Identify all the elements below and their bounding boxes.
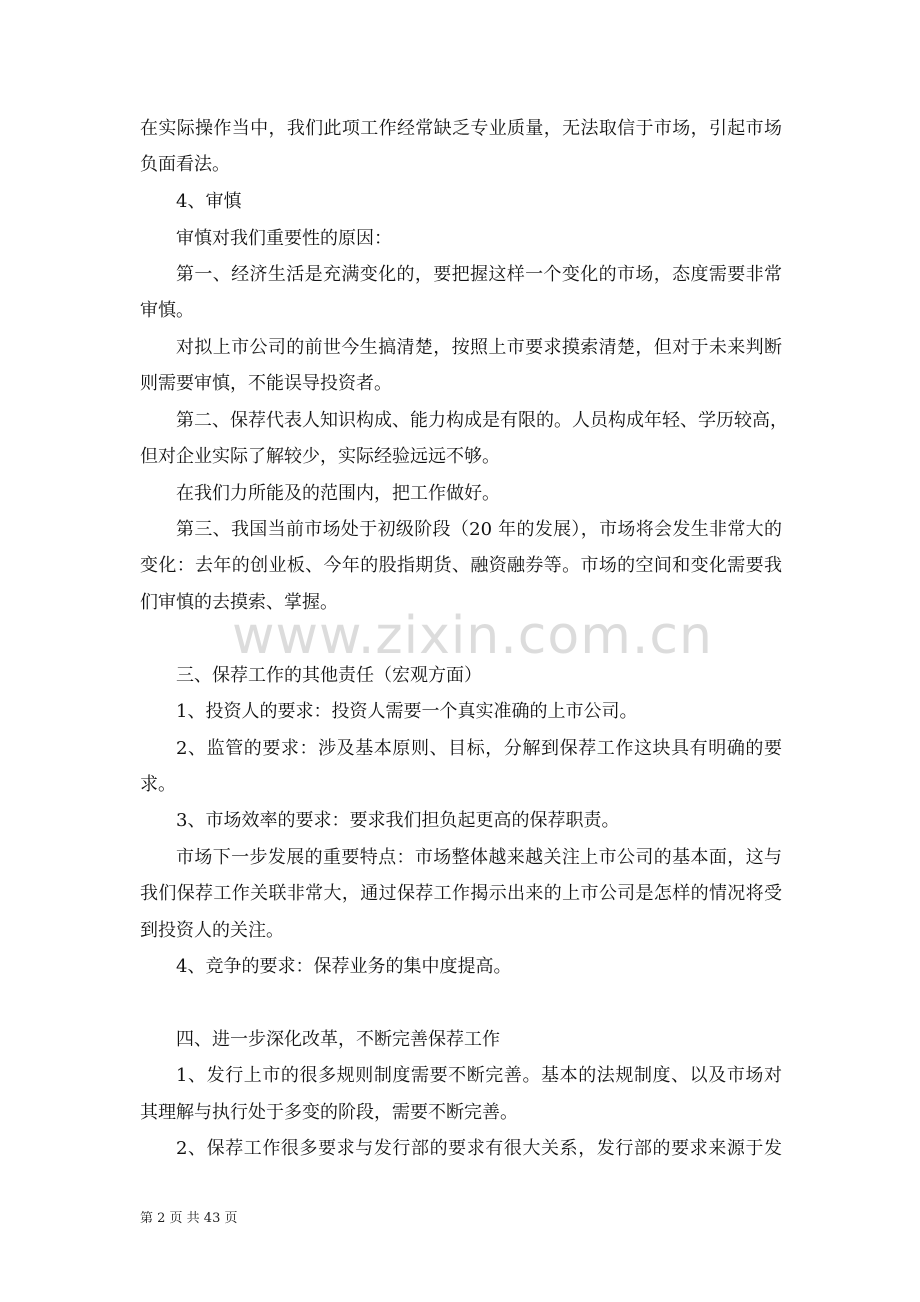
paragraph-line: 3、市场效率的要求：要求我们担负起更高的保荐职责。	[176, 810, 620, 831]
paragraph-line: 在实际操作当中，我们此项工作经常缺乏专业质量，无法取信于市场，引起市场	[140, 118, 782, 139]
paragraph-line: 1、投资人的要求：投资人需要一个真实准确的上市公司。	[176, 701, 638, 722]
paragraph-line: 市场下一步发展的重要特点：市场整体越来越关注上市公司的基本面，这与	[176, 847, 782, 868]
paragraph-line: 到投资人的关注。	[140, 920, 284, 941]
paragraph-line: 对拟上市公司的前世今生搞清楚，按照上市要求摸索清楚，但对于未来判断	[176, 337, 782, 358]
paragraph-line: 求。	[140, 774, 176, 795]
paragraph-line: 则需要审慎，不能误导投资者。	[140, 373, 392, 394]
paragraph-line: 们审慎的去摸索、掌握。	[140, 592, 338, 613]
paragraph-line: 我们保荐工作关联非常大，通过保荐工作揭示出来的上市公司是怎样的情况将受	[140, 883, 782, 904]
watermark: www.zixin.com.cn	[232, 606, 713, 666]
paragraph-line: 第一、经济生活是充满变化的，要把握这样一个变化的市场，态度需要非常	[176, 264, 782, 285]
section-heading: 三、保荐工作的其他责任（宏观方面）	[176, 665, 482, 686]
section-heading: 4、审慎	[176, 191, 242, 212]
section-heading: 四、进一步深化改革，不断完善保荐工作	[176, 1029, 500, 1050]
paragraph-line: 2、监管的要求：涉及基本原则、目标，分解到保荐工作这块具有明确的要	[176, 738, 782, 759]
paragraph-line: 但对企业实际了解较少，实际经验远远不够。	[140, 446, 500, 467]
paragraph-line: 4、竞争的要求：保荐业务的集中度提高。	[176, 956, 512, 977]
paragraph-line: 第三、我国当前市场处于初级阶段（20 年的发展），市场将会发生非常大的	[176, 519, 782, 540]
paragraph-line: 在我们力所能及的范围内，把工作做好。	[176, 483, 500, 504]
paragraph-line: 负面看法。	[140, 154, 230, 175]
paragraph-line: 1、发行上市的很多规则制度需要不断完善。基本的法规制度、以及市场对	[176, 1065, 782, 1086]
paragraph-line: 其理解与执行处于多变的阶段，需要不断完善。	[140, 1102, 518, 1123]
page-footer: 第 2 页 共 43 页	[140, 1211, 238, 1226]
paragraph-line: 2、保荐工作很多要求与发行部的要求有很大关系，发行部的要求来源于发	[176, 1138, 782, 1159]
paragraph-line: 审慎。	[140, 300, 194, 321]
paragraph-line: 变化：去年的创业板、今年的股指期货、融资融券等。市场的空间和变化需要我	[140, 555, 782, 576]
paragraph-line: 第二、保荐代表人知识构成、能力构成是有限的。人员构成年轻、学历较高，	[176, 410, 788, 431]
paragraph-line: 审慎对我们重要性的原因：	[176, 228, 392, 249]
